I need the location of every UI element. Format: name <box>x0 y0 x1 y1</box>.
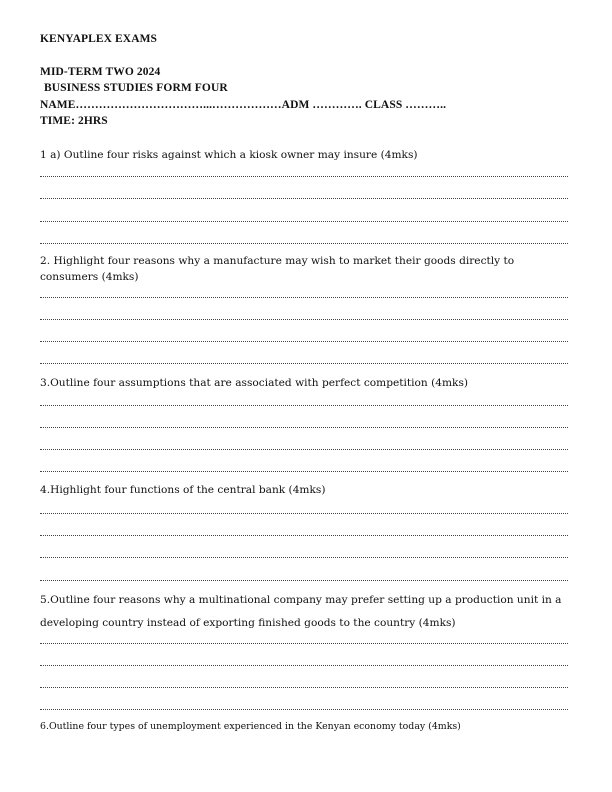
question-4: 4.Highlight four functions of the central bank (4mks) <box>40 484 326 496</box>
answer-line <box>40 664 568 666</box>
answer-line <box>40 220 568 222</box>
exam-title: MID-TERM TWO 2024 <box>40 66 161 78</box>
question-1: 1 a) Outline four risks against which a kiosk owner may insure (4mks) <box>40 149 418 161</box>
answer-line <box>40 404 568 406</box>
answer-line <box>40 642 568 644</box>
question-6: 6.Outline four types of unemployment experienced in the Kenyan economy today (4mks) <box>40 721 461 732</box>
answer-line <box>40 686 568 688</box>
question-5: 5.Outline four reasons why a multinational company may prefer setting up a production unit in a developing country instead of exporting finished goods to the country (4mks) <box>40 594 562 629</box>
answer-line <box>40 426 568 428</box>
answer-line <box>40 448 568 450</box>
answer-line <box>40 556 568 558</box>
answer-line <box>40 175 568 177</box>
exam-time: TIME: 2HRS <box>40 115 108 127</box>
question-3: 3.Outline four assumptions that are associated with perfect competition (4mks) <box>40 377 469 389</box>
answer-line <box>40 362 568 364</box>
answer-line <box>40 197 568 199</box>
answer-line <box>40 470 568 472</box>
answer-line <box>40 534 568 536</box>
school-name: KENYAPLEX EXAMS <box>40 33 158 45</box>
answer-line <box>40 708 568 710</box>
name-adm-class-line: NAME……………………………...………………ADM …………. CLASS ……….. <box>40 99 447 111</box>
answer-line <box>40 579 568 581</box>
question-2: 2. Highlight four reasons why a manufacture may wish to market their goods directly to consumers (4mks) <box>40 255 515 283</box>
subject-title: BUSINESS STUDIES FORM FOUR <box>44 82 228 94</box>
answer-line <box>40 296 568 298</box>
answer-line <box>40 340 568 342</box>
answer-line <box>40 242 568 244</box>
answer-line <box>40 512 568 514</box>
answer-line <box>40 318 568 320</box>
